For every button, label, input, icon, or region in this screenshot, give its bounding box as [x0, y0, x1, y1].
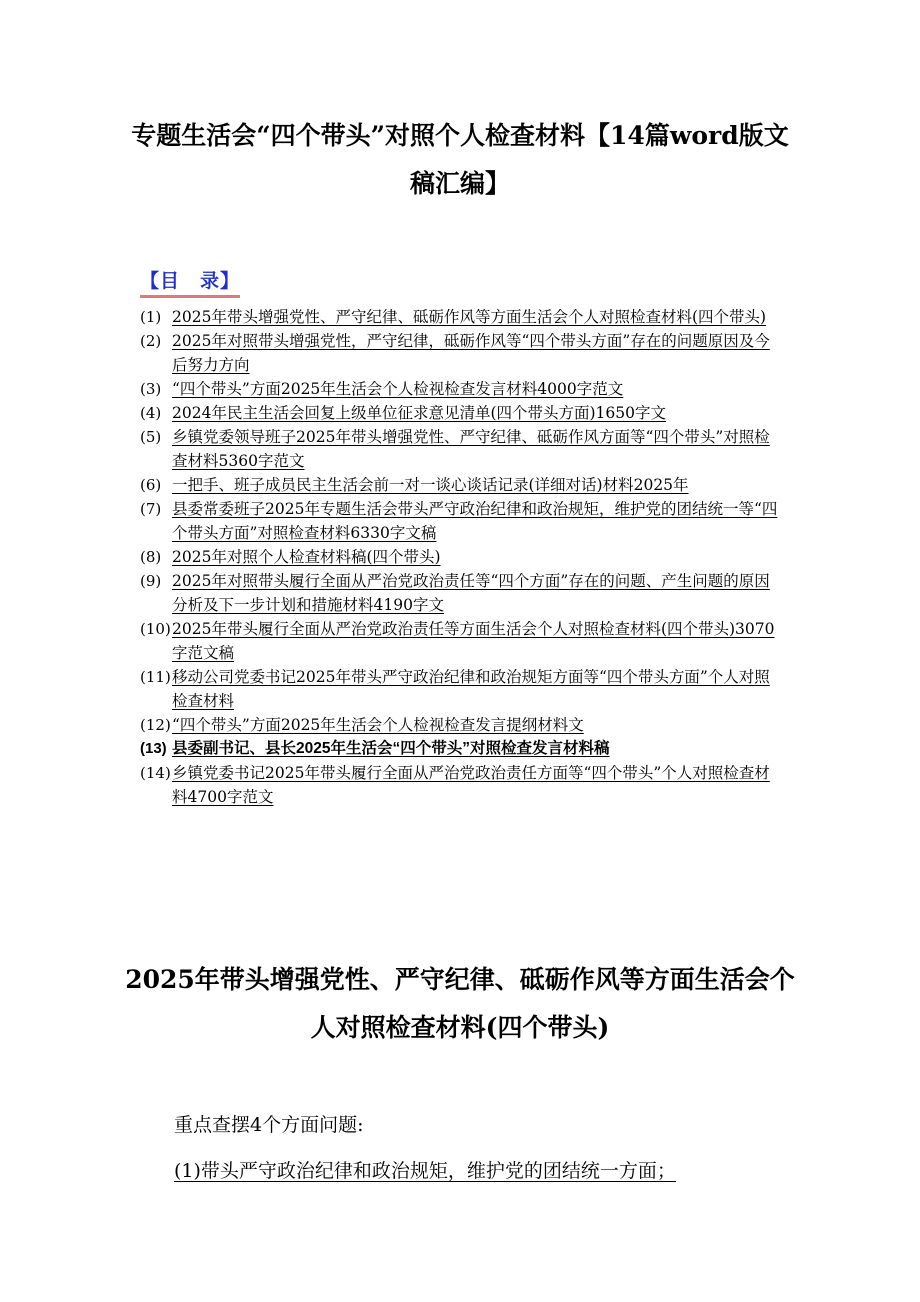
toc-item-number: (4): [140, 404, 162, 422]
toc-item-link[interactable]: 2025年带头履行全面从严治党政治责任等方面生活会个人对照检查材料(四个带头)3070字范文稿: [172, 620, 775, 662]
toc-item-link[interactable]: 一把手、班子成员民主生活会前一对一谈心谈话记录(详细对话)材料2025年: [172, 476, 689, 494]
document-title: 专题生活会“四个带头”对照个人检查材料【14篇word版文稿汇编】: [131, 121, 789, 198]
toc-heading: 【目 录】: [140, 266, 240, 298]
toc-item-link[interactable]: 县委副书记、县长2025年生活会“四个带头”对照检查发言材料稿: [172, 740, 610, 757]
toc-item-number: (8): [140, 548, 162, 566]
toc-item[interactable]: [140, 425, 780, 473]
section-intro: 重点查摆4个方面问题:: [174, 1114, 364, 1136]
toc-item-number: (13): [140, 740, 167, 757]
toc-item-number: (2): [140, 332, 162, 350]
toc-item-link[interactable]: 2025年对照带头履行全面从严治党政治责任等“四个方面”存在的问题、产生问题的原因分析及下一步计划和措施材料4190字文: [172, 572, 770, 614]
toc-item[interactable]: [140, 545, 780, 569]
toc-item[interactable]: [140, 377, 780, 401]
toc-item[interactable]: [140, 665, 780, 713]
toc-list: [140, 305, 780, 809]
section-point: (1)带头严守政治纪律和政治规矩，维护党的团结统一方面；: [174, 1160, 676, 1182]
toc-item[interactable]: [140, 617, 780, 665]
toc-item-number: (5): [140, 428, 162, 446]
toc-item-link[interactable]: “四个带头”方面2025年生活会个人检视检查发言材料4000字范文: [172, 380, 624, 398]
toc-item-number: (1): [140, 308, 162, 326]
toc-item-link[interactable]: 2025年对照个人检查材料稿(四个带头): [172, 548, 441, 566]
toc-item[interactable]: [140, 305, 780, 329]
toc-item-link[interactable]: 移动公司党委书记2025年带头严守政治纪律和政治规矩方面等“四个带头方面”个人对照检查材料: [172, 668, 770, 710]
toc-item-number: (11): [140, 668, 171, 686]
toc-item[interactable]: [140, 329, 780, 377]
toc-item-number: (9): [140, 572, 162, 590]
toc-item-number: (12): [140, 716, 171, 734]
toc-item[interactable]: [140, 497, 780, 545]
toc-item-number: (10): [140, 620, 171, 638]
toc-item[interactable]: [140, 761, 780, 809]
toc-item[interactable]: [140, 569, 780, 617]
toc-item-link[interactable]: 县委常委班子2025年专题生活会带头严守政治纪律和政治规矩，维护党的团结统一等“四个带头方面”对照检查材料6330字文稿: [172, 500, 778, 542]
toc-item-link[interactable]: 乡镇党委书记2025年带头履行全面从严治党政治责任方面等“四个带头”个人对照检查材料4700字范文: [172, 764, 770, 806]
toc-item[interactable]: [140, 473, 780, 497]
toc-item[interactable]: [140, 713, 780, 737]
toc-item[interactable]: [140, 737, 780, 761]
toc-item-link[interactable]: “四个带头”方面2025年生活会个人检视检查发言提纲材料文: [172, 716, 584, 734]
toc-item-number: (6): [140, 476, 162, 494]
toc-item[interactable]: [140, 401, 780, 425]
toc-item-number: (3): [140, 380, 162, 398]
section-title: 2025年带头增强党性、严守纪律、砥砺作风等方面生活会个人对照检查材料(四个带头): [125, 965, 795, 1042]
toc-item-link[interactable]: 2024年民主生活会回复上级单位征求意见清单(四个带头方面)1650字文: [172, 404, 666, 422]
toc-item-number: (7): [140, 500, 162, 518]
toc-item-number: (14): [140, 764, 171, 782]
toc-item-link[interactable]: 2025年对照带头增强党性，严守纪律，砥砺作风等“四个带头方面”存在的问题原因及今后努力方向: [172, 332, 770, 374]
toc-item-link[interactable]: 乡镇党委领导班子2025年带头增强党性、严守纪律、砥砺作风方面等“四个带头”对照检查材料5360字范文: [172, 428, 770, 470]
toc-item-link[interactable]: 2025年带头增强党性、严守纪律、砥砺作风等方面生活会个人对照检查材料(四个带头): [172, 308, 767, 326]
